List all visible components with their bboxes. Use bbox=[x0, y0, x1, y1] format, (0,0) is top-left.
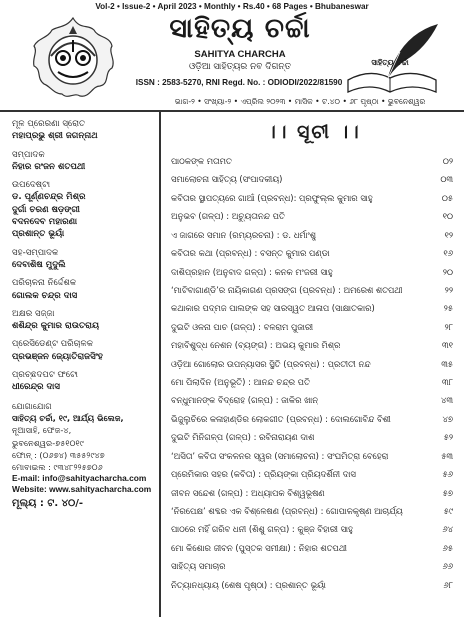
toc-entry-title: ମହାବିଶୁଦ୍ଧ ନେଶନ (ବ୍ୟଙ୍ଗ) : ଅଭୟ କୁମାର ମିଶ୍ର bbox=[171, 340, 341, 351]
masthead-name: ଗୋଲକ ଚନ୍ଦ୍ର ଦାସ bbox=[12, 290, 78, 301]
toc-entry[interactable] bbox=[171, 355, 453, 373]
masthead-column bbox=[12, 118, 156, 509]
issn-line: ISSN : 2583-5270, RNI Regd. No. : ODIODI/2022/81590 bbox=[135, 78, 343, 87]
masthead-role: ସମ୍ପାଦକ bbox=[12, 149, 45, 160]
toc-entry-title: ଦୁଇଟି ମିନିଗଳ୍ପ (ଗଳ୍ପ) : ରବିନାରାୟଣ ଦାଶ bbox=[171, 432, 315, 443]
contact-label: ଯୋଗାଯୋଗ bbox=[12, 400, 52, 411]
toc-heading: ।। ସୂଚୀ ।। bbox=[267, 121, 361, 143]
toc-entry-title: ସମାଲୋଚନା ସାହିତ୍ୟ (ସଂପାଦକୀୟ) bbox=[171, 174, 283, 185]
top-info-bar: Vol-2 • Issue-2 • April 2023 • Monthly • Rs.40 • 68 Pages • Bhubaneswar bbox=[95, 2, 369, 11]
masthead-role: ପ୍ରଚ୍ଛଦପଟ ଫଟୋ bbox=[12, 370, 78, 381]
masthead-section bbox=[12, 247, 156, 272]
masthead-section bbox=[12, 369, 156, 394]
price-label: ମୂଲ୍ୟ : ଟ. ୪୦/- bbox=[12, 498, 84, 510]
toc-entry-title: ‘ନିରପେକ୍ଷ’ ଶବ୍ଦର ଏକ ବିଶ୍ଳେଷଣ (ପ୍ରବନ୍ଧ) : ଗୋପାଳକୃଷ୍ଣ ଆଚାର୍ଯ୍ୟ bbox=[171, 506, 403, 517]
toc-entry[interactable] bbox=[171, 391, 453, 409]
toc-entry[interactable] bbox=[171, 576, 453, 594]
toc-entry-page: ୬୪ bbox=[442, 524, 453, 535]
toc-entry[interactable] bbox=[171, 502, 453, 520]
toc-entry-page: ୧୬ bbox=[443, 248, 453, 259]
toc-entry-title: କଥାକାର ପଦ୍ମଜ ପାଲଙ୍କ ସହ ସାରସ୍ୱତ ଆଳାପ (ସାକ୍ଷାତକାର) bbox=[171, 303, 375, 314]
masthead-section bbox=[12, 277, 156, 302]
toc-entry-title: ମୋ କିଶୋର ଜୀବନ (ପୁସ୍ତକ ସମୀକ୍ଷା) : ନିହାର ଶତପଥୀ bbox=[171, 542, 347, 553]
masthead-section bbox=[12, 338, 156, 363]
masthead-section bbox=[12, 149, 156, 174]
toc-entry-title: କବିତାର କଥା (ପ୍ରବନ୍ଧ) : ବସନ୍ତ କୁମାର ପଣ୍ଡା bbox=[171, 248, 330, 259]
toc-entry-page: ୨୫ bbox=[443, 303, 453, 314]
toc-entry-page: ୨୦ bbox=[442, 266, 453, 277]
masthead-section bbox=[12, 308, 156, 333]
toc-entry-title: ‘ମାଟିବାଗାଣ୍ଡି’ର ନାୟିକାଗଣ ପ୍ରସଙ୍ଗ (ପ୍ରବନ୍ଧ) : ଅମରେଶ ଶତପଥୀ bbox=[171, 284, 403, 295]
book-label: ସାହିତ୍ୟ ଚର୍ଚ୍ଚା bbox=[371, 58, 409, 67]
masthead-name: ଶଶିନ୍ଦ୍ର କୁମାର ରାଉତରାୟ bbox=[12, 321, 100, 332]
toc-entry[interactable] bbox=[171, 373, 453, 391]
toc-entry-page: ୦୨ bbox=[442, 156, 453, 166]
jagannath-emblem-icon bbox=[28, 16, 118, 102]
toc-entry-page: ୫୨ bbox=[443, 432, 453, 443]
toc-list bbox=[171, 152, 453, 594]
email-link[interactable]: E-mail: info@sahityacharcha.com bbox=[12, 473, 147, 484]
contact-line: ନୂଆସାହି, ଫେଜ-୪, bbox=[12, 425, 72, 436]
toc-entry[interactable] bbox=[171, 244, 453, 262]
toc-entry[interactable] bbox=[171, 318, 453, 336]
toc-entry-page: ୬୮ bbox=[443, 579, 453, 590]
toc-entry-page: ୬୫ bbox=[442, 542, 453, 553]
toc-entry-page: ୫୯ bbox=[443, 506, 453, 517]
toc-entry-title: ପାଠରେ ମହିଁ ଗରିବ ଧନୀ (ଶିଶୁ ଗଳ୍ପ) : କୁଞ୍ଜ ବିହାରୀ ସାହୁ bbox=[171, 524, 353, 535]
masthead-name: ପ୍ରଭଞ୍ଜନ ଜ୍ୟୋତିରାଜସିଂହ bbox=[12, 351, 103, 362]
contact-line: ମୋବାଇଲ : ୯୩୪୮୨୨୫୭୦୬ bbox=[12, 462, 103, 473]
masthead-name: ନିହାର ରଂଜନ ଶତପଥୀ bbox=[12, 161, 86, 172]
toc-entry[interactable] bbox=[171, 299, 453, 317]
horizontal-divider bbox=[0, 110, 464, 112]
toc-entry[interactable] bbox=[171, 263, 453, 281]
toc-entry-title: ସାହିତ୍ୟ ସମାଚାର bbox=[171, 561, 226, 572]
toc-entry[interactable] bbox=[171, 428, 453, 446]
toc-entry-page: ୧୦ bbox=[442, 211, 453, 222]
contact-line: ଭୁବନେଶ୍ୱର-୭୫୧୦୧୯ bbox=[12, 437, 84, 448]
masthead-name: ଦୁର୍ଗା ଚରଣ ଷଡ଼ଙ୍ଗୀ bbox=[12, 204, 80, 215]
masthead-role: ମୂଳ ପ୍ରେରଣା ସ୍ରୋତ bbox=[12, 119, 86, 129]
toc-entry-page: ୩୧ bbox=[442, 340, 453, 351]
issue-info-line: ଭାଗ-୨ • ସଂଖ୍ୟା-୨ • ଏପ୍ରିଲ ୨୦୨୩ • ମାସିକ • ଟ.୪୦ • ୬୮ ପୃଷ୍ଠା • ଭୁବନେଶ୍ୱର bbox=[174, 97, 426, 106]
masthead-name: ଧୀରେନ୍ଦ୍ର ଦାସ bbox=[12, 382, 60, 393]
contact-block bbox=[12, 400, 156, 474]
toc-entry[interactable] bbox=[171, 189, 453, 207]
masthead-role: ଉପଦେଷ୍ଟା bbox=[12, 180, 51, 191]
toc-entry-title: ଦାଶିପ୍ରହାନ (ଅନୁବାଦ ଗଳ୍ପ) : କନକ ମଂଜରୀ ସାହୁ bbox=[171, 266, 333, 277]
toc-entry[interactable] bbox=[171, 336, 453, 354]
toc-entry-page: ୦୩ bbox=[440, 174, 453, 185]
toc-entry-title: କବିତାର ସ୍ଥାପତ୍ୟରେ ଗାଆଁ (ପ୍ରବନ୍ଧ): ପ୍ରଫୁଲ୍ଲ କୁମାର ସାହୁ bbox=[171, 192, 373, 203]
website-link[interactable]: Website: www.sahityacharcha.com bbox=[12, 484, 152, 495]
toc-entry-title: ଏ ଜାଗରେ ସମାନ (ରମ୍ୟରଚନା) : ଡ. ଧର୍ମାଂଶୁ bbox=[171, 229, 316, 240]
toc-entry-title: ଅନୁଭବ (ଗଳ୍ପ) : ଅଚ୍ୟୁତାନନ୍ଦ ପତି bbox=[171, 211, 285, 222]
toc-entry-page: ୧୨ bbox=[444, 229, 453, 240]
toc-entry-title: ମୋ ପିଲାଦିନ (ଅନୁଭୂତି) : ଆନନ୍ଦ ଚନ୍ଦ୍ର ପତି bbox=[171, 377, 310, 388]
masthead-name: ପ୍ରଶାନ୍ତ ଭୂୟାଁ bbox=[12, 229, 65, 240]
toc-entry-page: ୫୭ bbox=[442, 487, 453, 498]
contact-line: ସାହିତ୍ୟ ଚର୍ଚ୍ଚା, ୧୯, ଆର୍ଯ୍ୟ ଭିଲେଜ, bbox=[12, 412, 124, 423]
masthead-role: ପ୍ରେସିଡେଣ୍ଟ ପରିଚାଳକ bbox=[12, 339, 94, 350]
toc-entry[interactable] bbox=[171, 520, 453, 538]
toc-entry[interactable] bbox=[171, 281, 453, 299]
toc-entry-title: ଓଡ଼ିଆ ଗୋଲୋର ଉପନ୍ୟାସର ସ୍ଥିତି (ପ୍ରବନ୍ଧ) : ପ୍ରତୀତୀ ନନ୍ଦ bbox=[171, 358, 371, 369]
toc-entry[interactable] bbox=[171, 465, 453, 483]
toc-entry-page: ୪୩ bbox=[441, 395, 453, 406]
toc-entry-title: ଦୁଇଟି ଓଳନା ପାଚ (ଗଳ୍ପ) : ବଳରାମ ପୁଜାରୀ bbox=[171, 321, 314, 332]
masthead-role: ସହ-ସମ୍ପାଦକ bbox=[12, 247, 59, 258]
toc-entry-page: ୪୭ bbox=[442, 413, 453, 424]
toc-entry[interactable] bbox=[171, 557, 453, 575]
toc-entry[interactable] bbox=[171, 539, 453, 557]
toc-entry-title: ଜୀବନ ସନ୍ଦେଶ (ଗଳ୍ପ) : ଅଧ୍ୟାପକ ବିଶ୍ୱଭୂଷଣ bbox=[171, 487, 325, 498]
masthead-role: ଅକ୍ଷର ସଜ୍ଜା bbox=[12, 308, 55, 319]
toc-entry[interactable] bbox=[171, 226, 453, 244]
toc-entry-page: ୨୨ bbox=[444, 284, 453, 295]
toc-entry[interactable] bbox=[171, 170, 453, 188]
toc-entry[interactable] bbox=[171, 484, 453, 502]
toc-entry-title: ପାଠକଙ୍କ ମତାମତ bbox=[171, 156, 232, 166]
toc-entry-page: ୨୮ bbox=[444, 321, 453, 332]
vertical-divider bbox=[159, 111, 161, 617]
masthead-role: ପରିଚାଳନା ନିର୍ଦ୍ଦେଶକ bbox=[12, 278, 77, 289]
toc-entry-page: ୩୫ bbox=[441, 358, 453, 369]
magazine-title: ସାହିତ୍ୟ ଚର୍ଚ୍ଚା bbox=[169, 13, 311, 44]
magazine-title-english: SAHITYA CHARCHA bbox=[194, 49, 286, 60]
masthead-section bbox=[12, 179, 156, 240]
toc-entry[interactable] bbox=[171, 207, 453, 225]
masthead-name: ମହାପ୍ରଭୁ ଶ୍ରୀ ଜଗନ୍ନାଥ bbox=[12, 131, 98, 142]
tagline: ଓଡ଼ିଆ ସାହିତ୍ୟର ନବ ଦିଗନ୍ତ bbox=[188, 62, 292, 72]
toc-entry-page: ୬୬ bbox=[442, 561, 453, 572]
masthead-name: ଦେବାଶିଷ ମୁଦୁଲି bbox=[12, 259, 66, 270]
toc-entry-page: ୩୮ bbox=[442, 377, 453, 388]
masthead-name: ବଦନଦେବ ମହାରଣା bbox=[12, 217, 78, 228]
toc-entry-title: ବନ୍ଧୁମାନଙ୍କ ବିଦ୍ରୋହ (ଗଳ୍ପ) : ଜାକିର ଖାନ୍ bbox=[171, 395, 319, 406]
masthead-name: ଡ. ପୂର୍ଣ୍ଣଚନ୍ଦ୍ର ମିଶ୍ର bbox=[12, 192, 86, 203]
toc-entry[interactable] bbox=[171, 447, 453, 465]
toc-entry-title: ପ୍ରେମିକାର ସହର (କବିତା) : ପ୍ରିୟଙ୍କା ପ୍ରିୟଦର୍ଶିନୀ ଦାସ bbox=[171, 469, 356, 480]
contact-line: ଫୋନ୍ : (୦୬୭୪) ୩୫୫୨୯୪୭ bbox=[12, 449, 105, 460]
toc-entry-title: ଭିଜୁଲୁଚିରେ କଳାହାଣ୍ଡିର ଲୋକଗୀତ (ପ୍ରବନ୍ଧ) : ଦୋଲଗୋବିନ୍ଦ ବିଶୀ bbox=[171, 413, 391, 424]
toc-entry-page: ୦୫ bbox=[441, 192, 453, 203]
masthead-section bbox=[12, 118, 156, 143]
toc-entry[interactable] bbox=[171, 410, 453, 428]
toc-entry-page: ୫୩ bbox=[441, 450, 453, 461]
toc-entry-title: ‘ଅସିତା’ କବିତା ସଂକଳନର ସ୍ୱର (ସମାଲୋଚନା) : ସଂଘମିତ୍ରା ବେହେରା bbox=[171, 450, 389, 461]
toc-entry-page: ୫୬ bbox=[442, 469, 453, 480]
toc-entry-title: ନିତ୍ୟାନଧ୍ୟାୟ (ଶେଷ ପୃଷ୍ଠା) : ପ୍ରଶାନ୍ତ ଭୂୟାଁ bbox=[171, 579, 326, 590]
toc-entry[interactable] bbox=[171, 152, 453, 170]
